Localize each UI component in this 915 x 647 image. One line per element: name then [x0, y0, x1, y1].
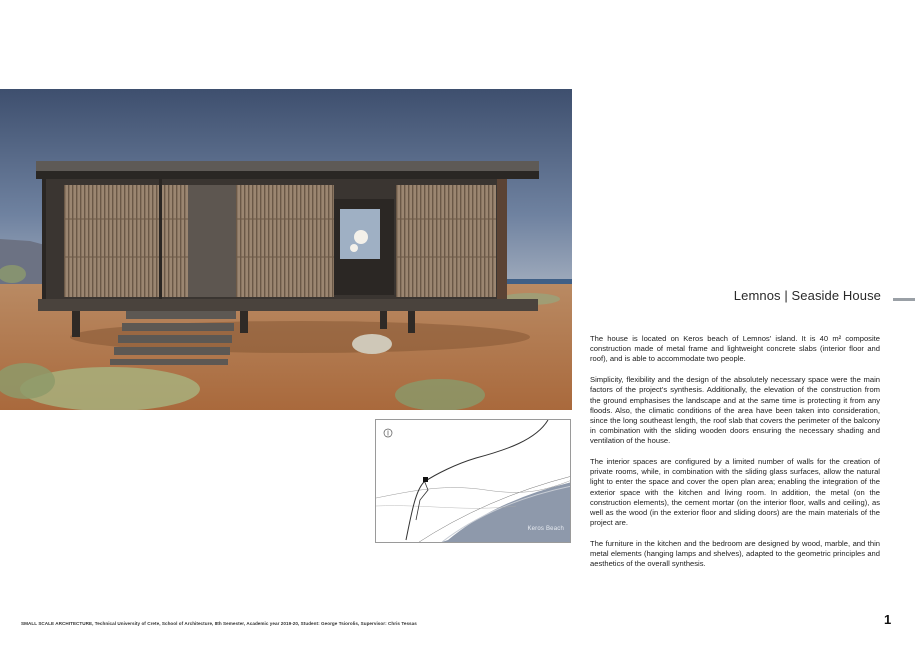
footer-credits: SMALL SCALE ARCHITECTURE, Technical University of Crete, School of Architecture, 8th Semester, Academic year 2019-20, Student: George Tsiorolis, Supervisor: Chris Tessas	[21, 621, 417, 626]
paragraph-design: Simplicity, flexibility and the design of the absolutely necessary space were the main factors of the project's synthesis. Additionally, the elevation of the construction from the ground emphasises the landscape and at the same time is protecting it from any floods. Also, the climatic conditions of the area have been taken into consideration, since the long southeast length, the roof slab that covers the perimeter of the balcony in combination with the sliding wooden doors ensuring the necessary shading and ventilation of the house.	[590, 375, 880, 446]
description-text	[590, 334, 880, 580]
site-map-graphic	[376, 420, 571, 543]
paragraph-interior: The interior spaces are configured by a limited number of walls for the creation of private rooms, while, in combination with the sliding glass surfaces, allow the natural light to enter the space and cover the open plan area; enabling the integration of the exterior space with the kitchen and living room. In addition, the metal (on the construction elements), the cement mortar (on the interior floor, walls and ceiling), as well as the wood (in the exterior floor and sliding doors) are the main materials of the project are.	[590, 457, 880, 528]
paragraph-furniture: The furniture in the kitchen and the bedroom are designed by wood, marble, and thin metal elements (hanging lamps and shelves), adapted to the geometric principles and aesthetics of the overall synthesis.	[590, 538, 880, 569]
map-label-keros-beach: Keros Beach	[527, 526, 564, 532]
site-map	[375, 419, 571, 543]
paragraph-location: The house is located on Keros beach of Lemnos' island. It is 40 m² composite construction made of metal frame and lightweight concrete slabs (interior floor and roof), and is able to accommodate two people.	[590, 334, 880, 364]
page-title: Lemnos | Seaside House	[733, 288, 881, 303]
house-rendering-graphic	[0, 89, 572, 410]
house-rendering	[0, 89, 572, 410]
page-number: 1	[884, 612, 892, 627]
house-location-icon	[423, 477, 428, 482]
title-accent-bar	[893, 298, 915, 301]
